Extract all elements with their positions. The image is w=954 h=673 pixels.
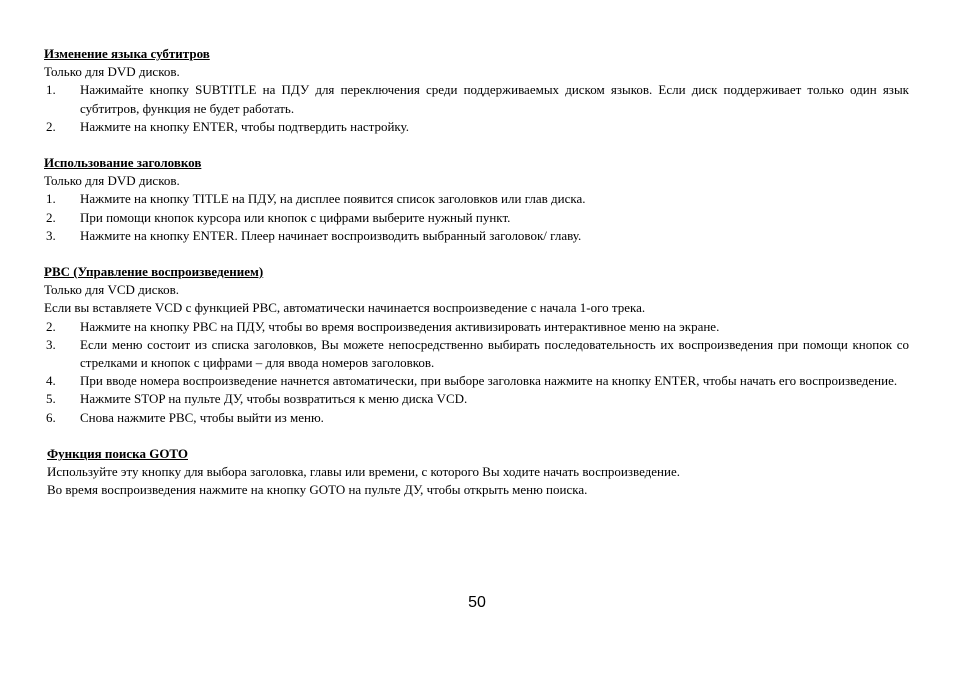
list-item	[44, 118, 909, 136]
section-note: Только для DVD дисков.	[44, 173, 180, 189]
section-titles-usage	[44, 154, 909, 245]
list-item-number: 1.	[46, 82, 56, 98]
list-item-text: Нажмите на кнопку TITLE на ПДУ, на дисплее появится список заголовков или глав диска.	[80, 191, 586, 207]
list-item-number: 5.	[46, 391, 56, 407]
list-item	[44, 318, 909, 336]
list-item-number: 3.	[46, 227, 56, 243]
list-item-number: 6.	[46, 409, 56, 425]
list-item-text: Нажмите на кнопку PBC на ПДУ, чтобы во время воспроизведения активизировать интерактивное меню на экране.	[80, 318, 720, 334]
section-title: Функция поиска GOTO	[47, 445, 188, 461]
list-item-number: 4.	[46, 373, 56, 389]
paragraph-line: Используйте эту кнопку для выбора заголовка, главы или времени, с которого Вы ходите начать воспроизведение.	[47, 464, 680, 480]
paragraph-line: Во время воспроизведения нажмите на кнопку GOTO на пульте ДУ, чтобы открыть меню поиска.	[47, 482, 588, 498]
list-item-text: Если меню состоит из списка заголовков, Вы можете непосредственно выбирать последовательность их воспроизведения при помощи кнопок со стрелками и кнопок с цифрами – для ввода номеров заголовков.	[80, 336, 909, 371]
list-item	[44, 409, 909, 427]
list-item	[44, 372, 909, 390]
list-item	[44, 81, 909, 117]
section-pbc	[44, 263, 909, 427]
list-item-text: Нажмите на кнопку ENTER, чтобы подтвердить настройку.	[80, 118, 409, 134]
list-item-number: 2.	[46, 118, 56, 134]
list-item-number: 1.	[46, 191, 56, 207]
list-item-text: Снова нажмите PBC, чтобы выйти из меню.	[80, 409, 324, 425]
list-item-text: Нажимайте кнопку SUBTITLE на ПДУ для переключения среди поддерживаемых диском языков. Если диск поддерживает только один язык субтитров, функция не будет работать.	[80, 82, 909, 116]
section-intro: Если вы вставляете VCD с функцией PBC, автоматически начинается воспроизведение с начала 1-ого трека.	[44, 300, 646, 316]
section-note: Только для DVD дисков.	[44, 64, 180, 80]
list-item-number: 2.	[46, 209, 56, 225]
list-item-text: При помощи кнопок курсора или кнопок с цифрами выберите нужный пункт.	[80, 209, 511, 225]
section-subtitle-language	[44, 45, 909, 136]
list-item	[44, 227, 909, 245]
list-item-text: Нажмите STOP на пульте ДУ, чтобы возвратиться к меню диска VCD.	[80, 391, 468, 407]
document-page	[44, 45, 909, 517]
list-item	[44, 336, 909, 372]
list-item-text: Нажмите на кнопку ENTER. Плеер начинает воспроизводить выбранный заголовок/ главу.	[80, 227, 582, 243]
section-title: Использование заголовков	[44, 155, 202, 171]
list-item-number: 2.	[46, 318, 56, 334]
section-goto-search	[44, 445, 909, 500]
list-item-text: При вводе номера воспроизведение начнется автоматически, при выборе заголовка нажмите на кнопку ENTER, чтобы начать его воспроизведение.	[80, 373, 898, 389]
page-number: 50	[468, 594, 486, 611]
section-title: Изменение языка субтитров	[44, 46, 210, 61]
list-item	[44, 209, 909, 227]
list-item	[44, 190, 909, 208]
list-item-number: 3.	[46, 336, 56, 352]
section-title: PBC (Управление воспроизведением)	[44, 264, 264, 280]
list-item	[44, 390, 909, 408]
section-note: Только для VCD дисков.	[44, 282, 180, 298]
